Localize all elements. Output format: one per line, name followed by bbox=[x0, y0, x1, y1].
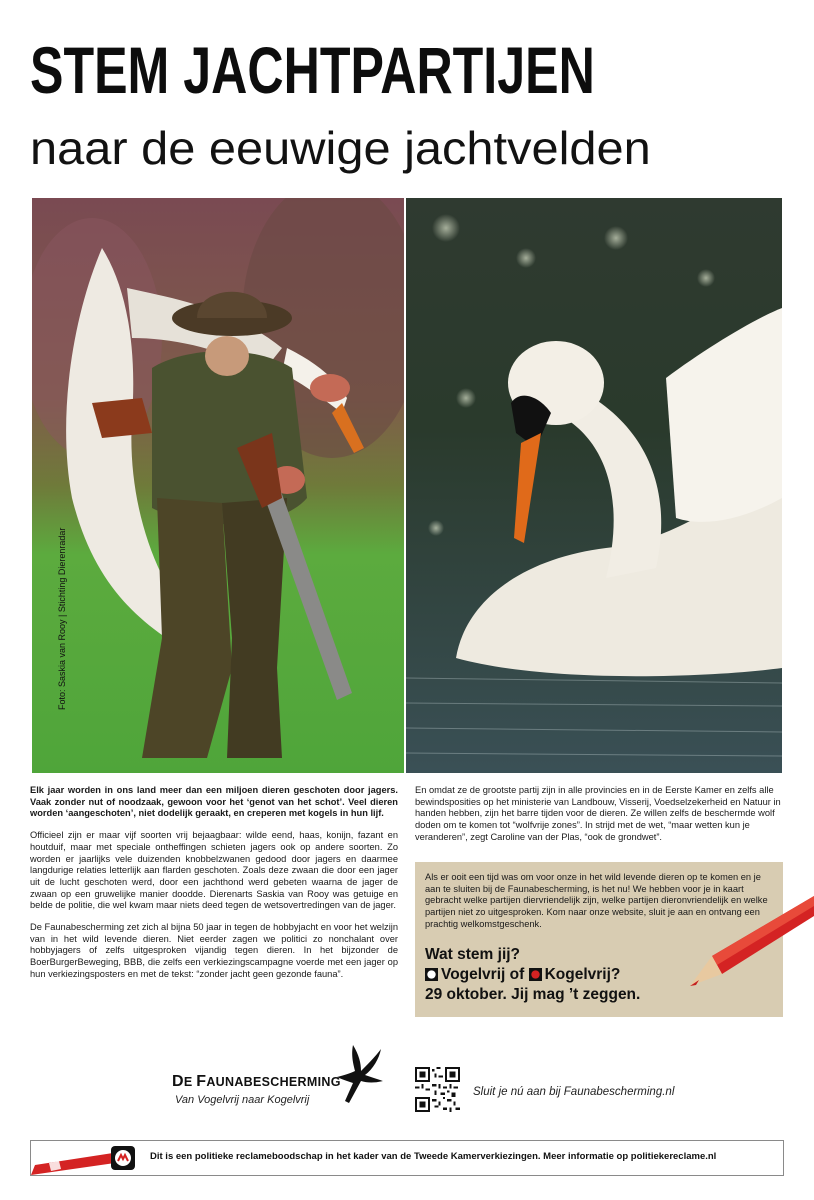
photo-hunter-with-swan bbox=[32, 198, 404, 773]
hunter-illustration bbox=[32, 198, 404, 773]
subheadline bbox=[30, 118, 790, 182]
flying-bird-logo-icon bbox=[335, 1043, 390, 1105]
logo-tagline: Van Vogelvrij naar Kogelvrij bbox=[175, 1094, 310, 1106]
logo-letter: D bbox=[172, 1073, 184, 1090]
qr-code[interactable] bbox=[415, 1067, 460, 1112]
option-kogelvrij: Kogelvrij? bbox=[544, 966, 621, 983]
article-paragraph: En omdat ze de grootste partij zijn in alle provincies en in de Eerste Kamer en zelfs alle bewindsposities op het ministerie van Landbouw, Visserij, Voedselzekerheid en Natuur in handen hebben, zijn het barre tijden voor de dieren. Ze willen zelfs de beschermde wolf doden om te komen tot “wolfvrije zones”. In strijd met de wet, “maar wetten kun je veranderen”, zegt Caroline van der Plas, “ook de grondwet”. bbox=[415, 785, 781, 842]
subheadline-text: naar de eeuwige jachtvelden bbox=[30, 122, 651, 174]
option-vogelvrij: Vogelvrij of bbox=[441, 966, 525, 983]
red-pencil-icon bbox=[690, 890, 814, 1000]
headline bbox=[30, 30, 786, 110]
logo-letters: AUNABESCHERMING bbox=[206, 1075, 341, 1089]
vote-question: Wat stem jij? bbox=[425, 946, 521, 963]
join-link-text[interactable]: Sluit je nú aan bij Faunabescherming.nl bbox=[473, 1086, 675, 1098]
article-lead: Elk jaar worden in ons land meer dan een miljoen dieren geschoten door jagers. Vaak zonder nut of noodzaak, gewoon voor het ‘genot van het schot’. Veel dieren worden ‘aangeschoten’, niet dodelijk geraakt, en creperen met kogels in hun lijf. bbox=[30, 785, 398, 819]
political-ad-badge-icon bbox=[111, 1146, 135, 1170]
article-left-column bbox=[30, 785, 398, 991]
article-right-column bbox=[415, 785, 783, 844]
article-paragraph: De Faunabescherming zet zich al bijna 50 jaar in tegen de hobbyjacht en voor het welzijn van in het wild levende dieren. Niet eerder zagen we politici zo nonchalant over hobbyjagers of zelfs uitgesproken vijandig tegen dieren. In het bijzonder de BoerBurgerBeweging, BBB, die zelfs een verkiezingscampagne voerde met een jager op hun verkiezingsposters en met de tekst: “zonder jacht geen gezonde fauna”. bbox=[30, 922, 398, 979]
vote-options bbox=[425, 965, 725, 985]
article-paragraph: Officieel zijn er maar vijf soorten vrij bejaagbaar: wilde eend, haas, konijn, fazant en houtduif, maar met speciale ontheffingen schieten jagers ook op andere soorten. Zo worden er jaarlijks vele duizenden knobbelzwanen gedood door jagers en daarmee langdurige relaties letterlijk aan flarden geschoten. Zoals deze zwaan die door een jager uit de lucht geschoten werd, door een jachthond werd gebeten waarna de jager de zwaan op een gruwelijke manier doodde. Dierenarts Saskia van Rooy was getuige en belde de politie, die wel kwam maar niets deed tegen de wetsovertredingen van de jager. bbox=[30, 830, 398, 911]
marked-ballot-circle-icon bbox=[529, 968, 542, 981]
swan-illustration bbox=[406, 198, 782, 773]
photo-swan-on-water bbox=[406, 198, 782, 773]
faunabescherming-logo-title bbox=[172, 1073, 341, 1091]
logo-letters: E bbox=[183, 1075, 197, 1089]
photo-credit-text: Foto: Saskia van Rooy | Stichting Dierenradar bbox=[57, 527, 67, 710]
vote-date-line: 29 oktober. Jij mag ’t zeggen. bbox=[425, 986, 641, 1003]
disclaimer-text: Dit is een politieke reclameboodschap in het kader van de Tweede Kamerverkiezingen. Meer informatie op politiekereclame.nl bbox=[150, 1151, 717, 1162]
callout-text: Als er ooit een tijd was om voor onze in het wild levende dieren op te komen en je aan te sluiten bij de Faunabescherming, is het nu! We hebben voor je in kaart gebracht welke partijen diervriendelijk zijn, welke partijen dieronvriendelijk en welke partijen niet zo uitgesproken. Kom naar onze website, sluit je aan en ontvang een prachtig welkomstgeschenk. bbox=[425, 872, 768, 929]
empty-ballot-circle-icon bbox=[425, 968, 438, 981]
logo-letter: F bbox=[196, 1073, 207, 1090]
political-ad-disclaimer bbox=[30, 1140, 784, 1176]
vote-block bbox=[425, 945, 725, 1005]
headline-text: STEM JACHTPARTIJEN bbox=[30, 33, 595, 107]
